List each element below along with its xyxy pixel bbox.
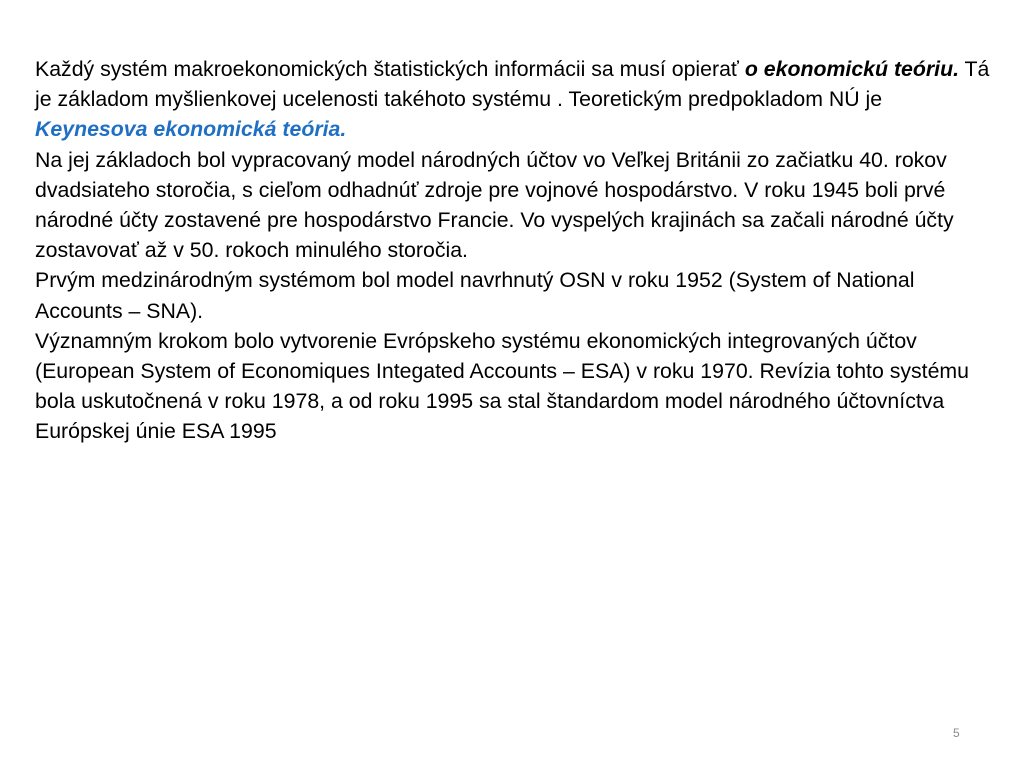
paragraph-sna: Prvým medzinárodným systémom bol model navrhnutý OSN v roku 1952 (System of National Accounts – SNA). <box>35 268 915 323</box>
keynes-theory-highlight: Keynesova ekonomická teória. <box>35 117 347 142</box>
paragraph-esa: Významným krokom bolo vytvorenie Evrópskeho systému ekonomických integrovaných účtov (European System of Economiques Integated Accounts – ESA) v roku 1970. Revízia tohto systému bola uskutočnená v roku 1978, a od roku 1995 sa stal štandardom model národného účtovníctva Európskej únie ESA 1995 <box>35 328 970 444</box>
slide-body-text <box>35 54 1000 447</box>
slide-number: 5 <box>953 726 960 740</box>
paragraph-1-text-a: Každý systém makroekonomických štatistických informácii sa musí opierať <box>35 57 745 81</box>
paragraph-national-accounts-history: Na jej základoch bol vypracovaný model národných účtov vo Veľkej Británii zo začiatku 40. rokov dvadsiateho storočia, s cieľom odhadnúť zdroje pre vojnové hospodárstvo. V roku 1945 boli prvé národné účty zostavené pre hospodárstvo Francie. Vo vyspelých krajinách sa začali národné účty zostavovať až v 50. rokoch minulého storočia. <box>35 147 954 263</box>
economic-theory-emphasis: o ekonomickú teóriu. <box>744 57 960 81</box>
paragraph-theory-basis <box>35 54 1000 145</box>
paragraph-1-text-b: Tá je základom myšlienkovej ucelenosti takéhoto systému . Teoretickým predpokladom NÚ je <box>35 57 990 112</box>
